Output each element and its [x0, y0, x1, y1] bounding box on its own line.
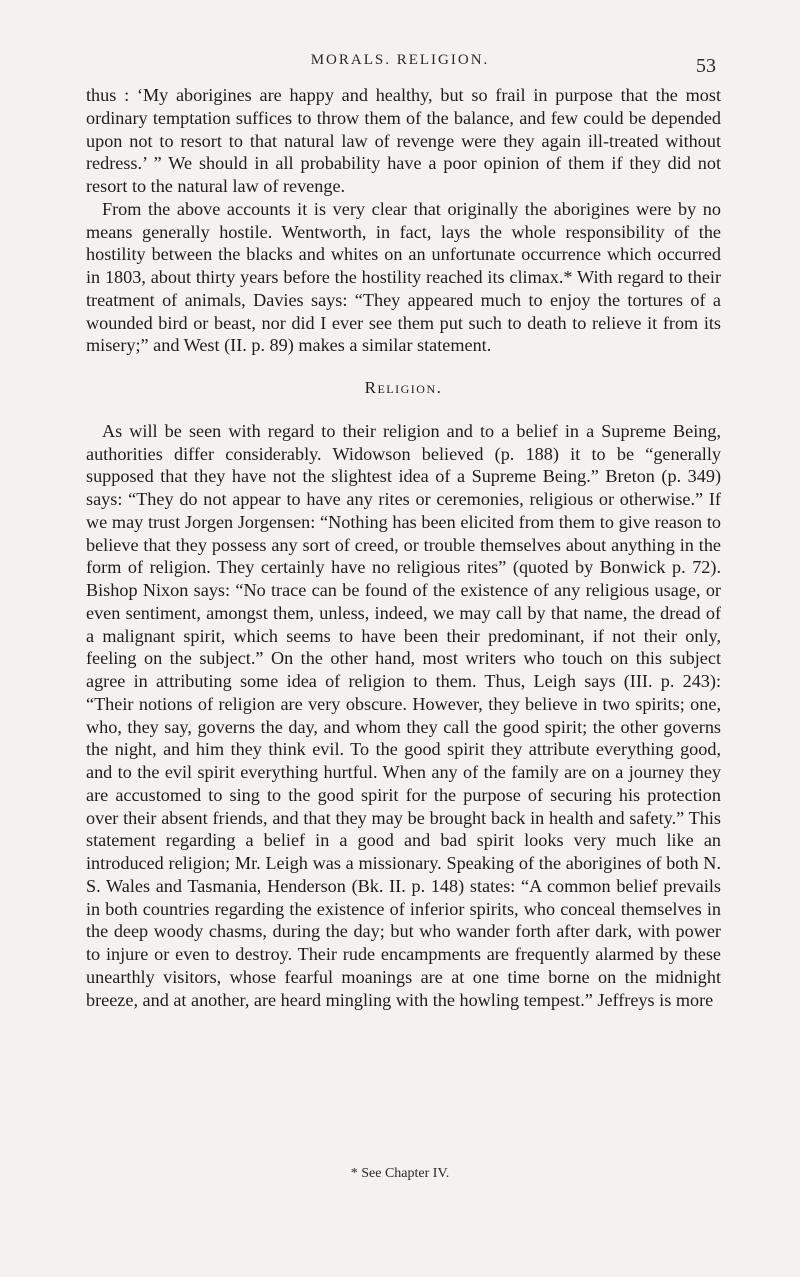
paragraph: As will be seen with regard to their religion and to a belief in a Supreme Being, authorities differ considerably. Widowson believed (p. 188) it to be “generally supposed that they have not the slightest idea of a Supreme Being.” Breton (p. 349) says: “They do not appear to have any rites or ceremonies, religious or otherwise.” If we may trust Jorgen Jorgensen: “Nothing has been elicited from them to give reason to believe that they possess any sort of creed, or trouble themselves about anything in the form of religion. They certainly have no religious rites” (quoted by Bonwick p. 72). Bishop Nixon says: “No trace can be found of the existence of any religious usage, or even sentiment, amongst them, unless, indeed, we may call by that name, the dread of a malignant spirit, which seems to have been their predominant, if not their only, feeling on the subject.” On the other hand, most writers who touch on this subject agree in attributing some idea of religion to them. Thus, Leigh says (III. p. 243): “Their notions of religion are very obscure. However, they believe in two spirits; one, who, they say, governs the day, and whom they call the good spirit; the other governs the night, and him they think evil. To the good spirit they attribute everything good, and to the evil spirit everything hurtful. When any of the family are on a journey they are accustomed to sing to the good spirit for the purpose of securing his protection over their absent friends, and that they may be brought back in health and safety.” This statement regarding a belief in a good and bad spirit looks very much like an introduced religion; Mr. Leigh was a missionary. Speaking of the aborigines of both N. S. Wales and Tasmania, Henderson (Bk. II. p. 148) states: “A common belief prevails in both countries regarding the existence of inferior spirits, who conceal themselves in the deep woody chasms, during the day; but who wander forth after dark, with power to injure or even to destroy. Their rude encampments are frequently alarmed by these unearthly visitors, whose fearful moanings are at one time borne on the midnight breeze, and at another, are heard mingling with the howling tempest.” Jeffreys is more [86, 420, 721, 1010]
footnote: * See Chapter IV. [350, 1166, 450, 1181]
paragraph: thus : ‘My aborigines are happy and healthy, but so frail in purpose that the most ordinary temptation suffices to throw them of the balance, and few could be depended upon not to resort to that natural law of revenge were they again ill-treated without redress.’ ” We should in all probability have a poor opinion of them if they did not resort to the natural law of revenge. [86, 85, 721, 196]
running-title: MORALS. RELIGION. [310, 52, 490, 68]
running-head [0, 52, 800, 76]
section-heading: Religion. [364, 378, 443, 397]
page-number: 53 [696, 55, 716, 77]
body-text [86, 84, 721, 1011]
paragraph: From the above accounts it is very clear that originally the aborigines were by no means generally hostile. Wentworth, in fact, lays the whole responsibility of the hostility between the blacks and whites on an unfortunate occurrence which occurred in 1803, about thirty years before the hostility reached its climax.* With regard to their treatment of animals, Davies says: “They appeared much to enjoy the tortures of a wounded bird or beast, nor did I ever see them put such to death to relieve it from its misery;” and West (II. p. 89) makes a similar statement. [86, 198, 721, 356]
